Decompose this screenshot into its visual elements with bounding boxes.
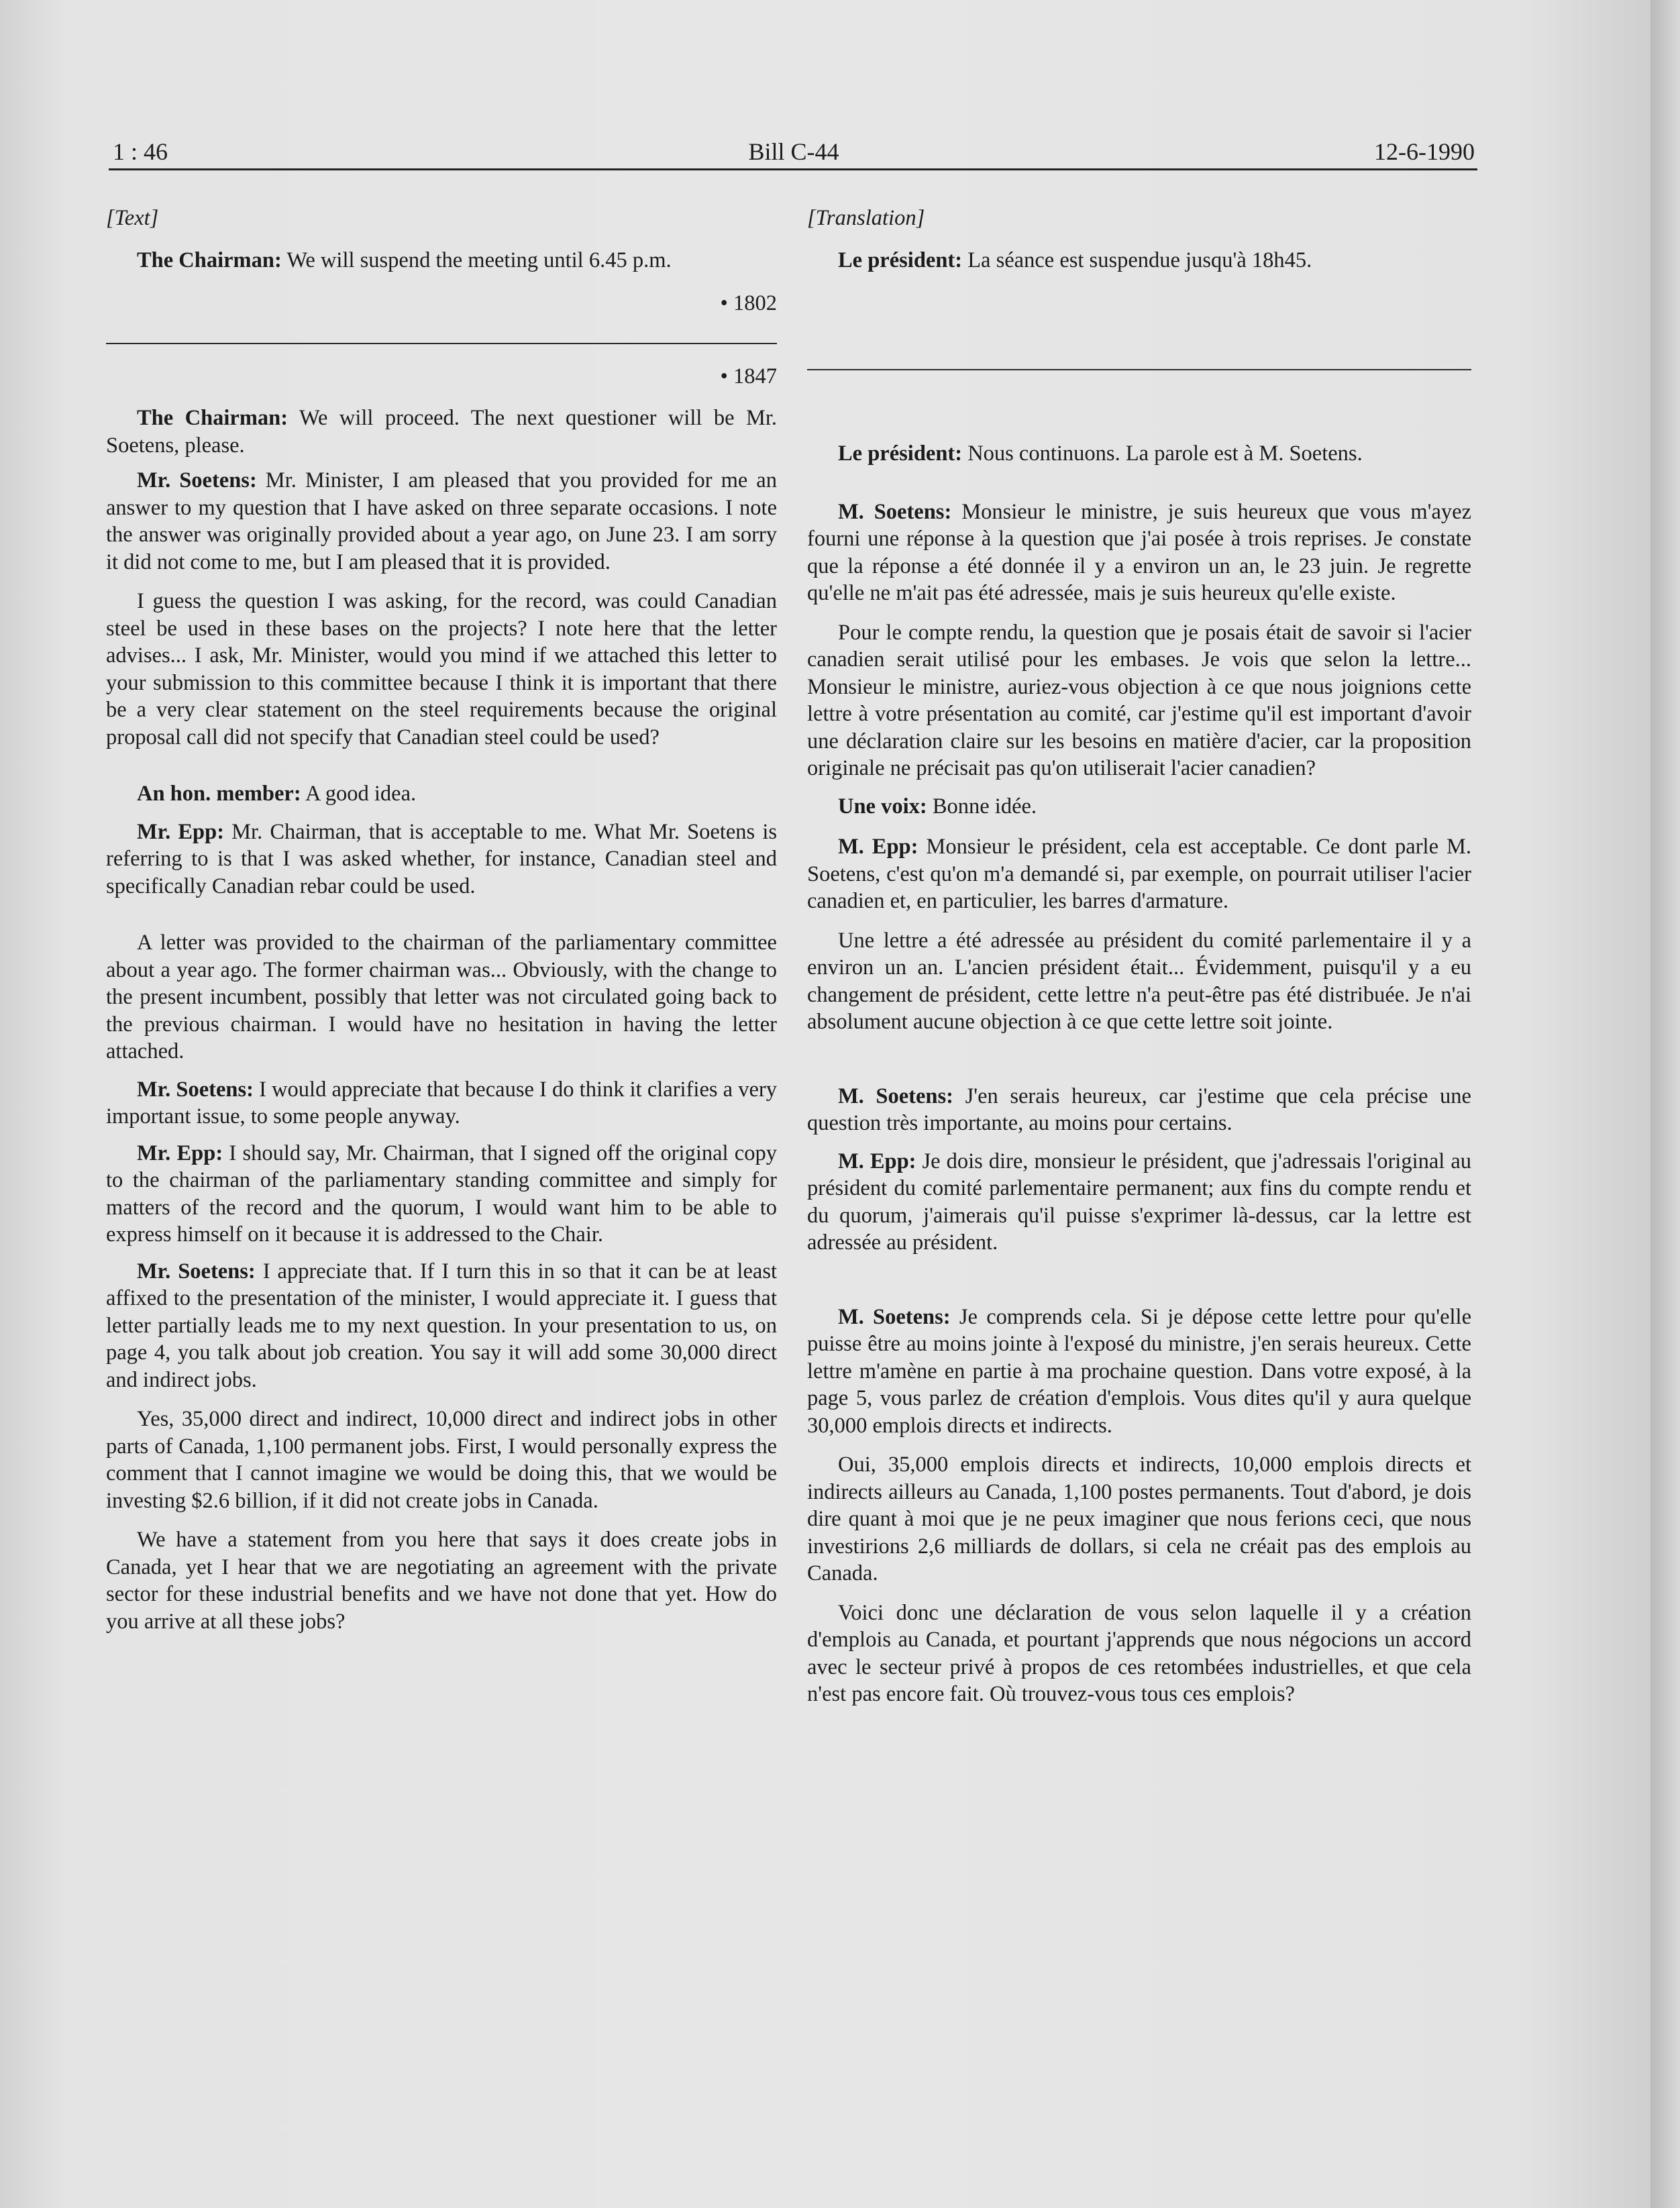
paragraph bbox=[807, 247, 1471, 274]
paragraph: Oui, 35,000 emplois directs et indirects, 10,000 emplois directs et indirects ailleurs au Canada, 1,100 postes permanents. Tout d'abord, je dois dire quant à moi que je ne peux imaginer que nous ferions ceci, que nous investirions 2,6 milliards de dollars, si cela ne créait pas des emplois au Canada. bbox=[807, 1453, 1471, 1585]
speaker-name: Le président: bbox=[838, 248, 963, 272]
paragraph bbox=[807, 498, 1471, 607]
section-rule bbox=[807, 369, 1471, 370]
paragraph-text: I should say, Mr. Chairman, that I signed off the original copy to the chairman of the parliamentary standing committee and simply for matters of the record and the quorum, I would want him to be able to express himself on it because it is addressed to the Chair. bbox=[106, 1141, 777, 1247]
paragraph bbox=[807, 1304, 1471, 1440]
header-date: 12-6-1990 bbox=[1374, 138, 1475, 165]
paragraph: Yes, 35,000 direct and indirect, 10,000 direct and indirect jobs in other parts of Canada, 1,100 permanent jobs. First, I would personally express the comment that I cannot imagine we would be doing this, that we would be investing $2.6 billion, if it did not create jobs in Canada. bbox=[106, 1407, 777, 1513]
paragraph: Une lettre a été adressée au président du comité parlementaire il y a environ un an. L'ancien président était... Évidemment, puisqu'il y a eu changement de président, cette lettre n'a peut-être pas été distribuée. Je n'ai absolument aucune objection à ce que cette lettre soit jointe. bbox=[807, 928, 1471, 1034]
speaker-name: Mr. Epp: bbox=[137, 819, 225, 844]
speaker-name: M. Epp: bbox=[838, 1149, 916, 1173]
paragraph-text: Mr. Minister, I am pleased that you provided for me an answer to my question that I have asked on three separate occasions. I note the answer was originally provided about a year ago, on June 23. I am sorry it did not come to me, but I am pleased that it is provided. bbox=[106, 468, 777, 574]
paragraph-text: Monsieur le ministre, je suis heureux que vous m'ayez fourni une réponse à la question que j'ai posée à trois reprises. Je constate que la réponse a été donnée il y a environ un an, le 23 juin. Je regrette qu'elle ne m'ait pas été adressée, mais je suis heureux qu'elle existe. bbox=[807, 499, 1471, 605]
time-marker: • 1847 bbox=[720, 364, 777, 388]
paragraph-text: Je dois dire, monsieur le président, que j'adressais l'original au président du comité parlementaire permanent; aux fins du compte rendu et du quorum, j'aimerais qu'il puisse s'exprimer là-dessus, car la lettre est adressée au président. bbox=[807, 1149, 1471, 1255]
text-label: [Text] bbox=[106, 206, 159, 230]
speaker-name: M. Soetens: bbox=[838, 499, 952, 524]
paragraph bbox=[807, 1148, 1471, 1257]
paragraph bbox=[106, 467, 777, 576]
paragraph-text: I appreciate that. If I turn this in so that it can be at least affixed to the presentation of the minister, I would appreciate it. I guess that letter partially leads me to my next question. In your presentation to us, on page 4, you talk about job creation. You say it will add some 30,000 direct and indirect jobs. bbox=[106, 1259, 777, 1392]
paragraph-text: I would appreciate that because I do think it clarifies a very important issue, to some people anyway. bbox=[106, 1077, 777, 1128]
paragraph-text: Monsieur le président, cela est acceptable. Ce dont parle M. Soetens, c'est qu'on m'a demandé si, par exemple, on pourrait utiliser l'acier canadien et, en particulier, les barres d'armature. bbox=[807, 835, 1472, 913]
paragraph: Voici donc une déclaration de vous selon laquelle il y a création d'emplois au Canada, et pourtant j'apprends que nous négocions un accord avec le secteur privé à propos de ces retombées industrielles, et que cela n'est pas encore fait. Où trouvez-vous tous ces emplois? bbox=[807, 1600, 1471, 1706]
paragraph-text: Je comprends cela. Si je dépose cette lettre pour qu'elle puisse être au moins jointe à l'exposé du ministre, j'en serais heureux. Cette lettre m'amène en partie à ma prochaine question. Dans votre exposé, à la page 5, vous parlez de création d'emplois. Vous dites qu'il y aura quelque 30,000 emplois directs et indirects. bbox=[807, 1304, 1472, 1438]
paragraph bbox=[106, 1258, 777, 1394]
paragraph: I guess the question I was asking, for the record, was could Canadian steel be used in these bases on the projects? I note here that the letter advises... I ask, Mr. Minister, would you mind if we attached this letter to your submission to this committee because I think it is important that there be a very clear statement on the steel requirements because the original proposal call did not specify that Canadian steel could be used? bbox=[106, 589, 777, 749]
paragraph bbox=[106, 1076, 777, 1131]
english-column bbox=[106, 205, 777, 1635]
header-rule bbox=[109, 168, 1477, 170]
paragraph-text: We will suspend the meeting until 6.45 p.m. bbox=[281, 248, 672, 272]
paragraph-text: A good idea. bbox=[301, 782, 417, 806]
paragraph bbox=[106, 819, 777, 900]
paragraph bbox=[106, 247, 777, 274]
bill-title: Bill C-44 bbox=[748, 138, 839, 165]
paragraph-text: La séance est suspendue jusqu'à 18h45. bbox=[962, 248, 1312, 272]
paragraph bbox=[106, 780, 777, 808]
paragraph-text: Mr. Chairman, that is acceptable to me. What Mr. Soetens is referring to is that I was asked whether, for instance, Canadian steel and specifically Canadian rebar could be used. bbox=[106, 819, 777, 898]
running-header bbox=[113, 134, 1475, 169]
speaker-name: M. Epp: bbox=[838, 835, 918, 859]
paragraph: Pour le compte rendu, la question que je posais était de savoir si l'acier canadien serait utilisé pour les embases. Je vois que selon la lettre... Monsieur le ministre, auriez-vous objection à ce que nous joignions cette lettre à votre présentation au comité, car j'estime qu'il est important d'avoir une déclaration claire sur les besoins en matière d'acier, car la proposition originale ne précisait pas qu'on utiliserait l'acier canadien? bbox=[807, 620, 1471, 780]
speaker-name: Mr. Epp: bbox=[137, 1141, 223, 1165]
paragraph bbox=[807, 1083, 1471, 1137]
paragraph bbox=[807, 793, 1471, 821]
translation-label: [Translation] bbox=[807, 206, 925, 230]
speaker-name: The Chairman: bbox=[137, 406, 288, 430]
speaker-name: Mr. Soetens: bbox=[137, 1259, 256, 1283]
speaker-name: Mr. Soetens: bbox=[137, 1077, 254, 1102]
speaker-name: Le président: bbox=[838, 441, 963, 466]
paragraph: A letter was provided to the chairman of the parliamentary committee about a year ago. The former chairman was... Obviously, with the change to the present incumbent, possibly that letter was not circulated going back to the previous chairman. I would have no hesitation in having the letter attached. bbox=[106, 931, 777, 1063]
speaker-name: M. Soetens: bbox=[838, 1304, 951, 1329]
speaker-name: The Chairman: bbox=[137, 248, 282, 272]
paragraph-text: Nous continuons. La parole est à M. Soetens. bbox=[962, 441, 1363, 466]
paragraph bbox=[807, 440, 1471, 468]
speaker-name: M. Soetens: bbox=[838, 1084, 953, 1108]
paragraph bbox=[106, 1140, 777, 1249]
section-rule bbox=[106, 343, 777, 344]
paragraph bbox=[106, 405, 777, 459]
page-edge bbox=[1650, 0, 1680, 2208]
paragraph-text: We will proceed. The next questioner will be Mr. Soetens, please. bbox=[106, 406, 777, 458]
french-column bbox=[807, 205, 1471, 1708]
speaker-name: Une voix: bbox=[838, 794, 927, 819]
paragraph bbox=[807, 833, 1471, 915]
paragraph-text: Bonne idée. bbox=[927, 794, 1037, 819]
paragraph: We have a statement from you here that says it does create jobs in Canada, yet I hear that we are negotiating an agreement with the private sector for these industrial benefits and we have not done that yet. How do you arrive at all these jobs? bbox=[106, 1528, 777, 1634]
speaker-name: An hon. member: bbox=[137, 782, 301, 806]
speaker-name: Mr. Soetens: bbox=[137, 468, 257, 492]
time-marker: • 1802 bbox=[720, 291, 777, 315]
paragraph-text: J'en serais heureux, car j'estime que cela précise une question très importante, au moins pour certains. bbox=[807, 1084, 1471, 1135]
page-number: 1 : 46 bbox=[113, 138, 168, 165]
